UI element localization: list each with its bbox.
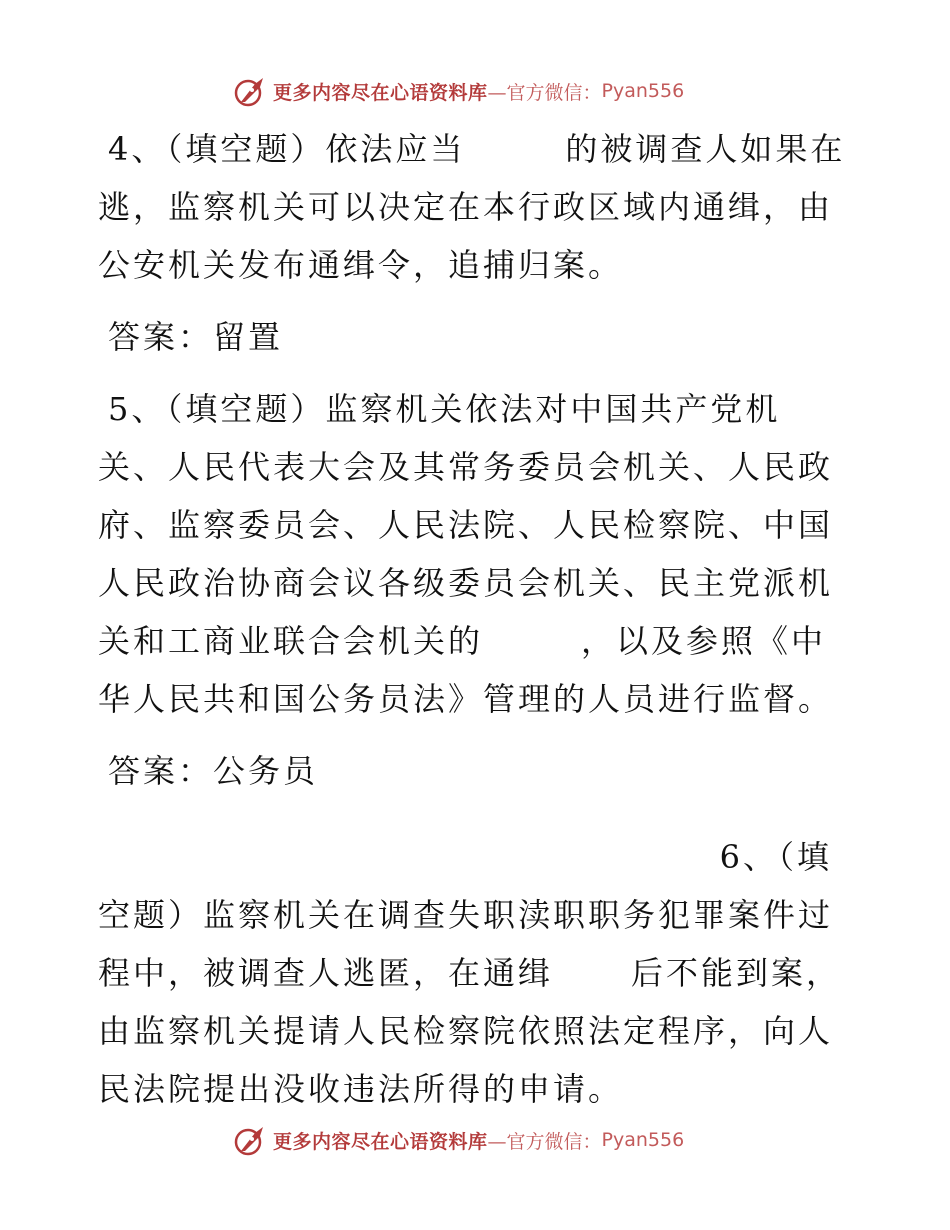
- question-type-part1: （填: [777, 838, 832, 876]
- question-text-after: 的被调查人如果在逃，监察机关可以决定在本行政区域内通缉，由公安机关发布通缉令，追捕归案。: [98, 130, 846, 284]
- header-watermark-banner: [233, 74, 684, 108]
- question-4: [98, 120, 850, 294]
- question-type-part2: 空题）: [98, 896, 204, 934]
- answer-4: [98, 308, 850, 366]
- question-type: （填空题）: [166, 390, 326, 428]
- question-5: [98, 380, 850, 728]
- answer-label: 答案：: [108, 318, 214, 356]
- banner-sub-text: —官方微信：: [487, 1130, 602, 1153]
- question-text-before: 监察机关依法对中国共产党机关、人民代表大会及其常务委员会机关、人民政府、监察委员会、人民法院、人民检察院、中国人民政治协商会议各级委员会机关、民主党派机关和工商业联合会机关的: [98, 390, 834, 660]
- document-body: [98, 120, 850, 1118]
- question-text-before: 监察机关在调查失职渎职职务犯罪案件过程中，被调查人逃匿，在通缉: [98, 896, 834, 992]
- question-number: 5、: [108, 390, 167, 428]
- footer-watermark-banner: [233, 1123, 684, 1157]
- question-text-after: ，以及参照《中华人民共和国公务员法》管理的人员进行监督。: [98, 622, 834, 718]
- question-6: [98, 828, 850, 1118]
- answer-text: 留置: [213, 318, 284, 356]
- banner-wechat-id: Pyan556: [601, 80, 685, 102]
- pen-nib-icon: [233, 1123, 267, 1157]
- pen-nib-icon: [233, 74, 267, 108]
- banner-main-text: 更多内容尽在心语资料库: [273, 81, 488, 104]
- banner-sub-text: —官方微信：: [487, 81, 602, 104]
- answer-5: [98, 742, 850, 800]
- question-number: 6、: [719, 838, 778, 876]
- question-type: （填空题）: [166, 130, 326, 168]
- question-text-before: 依法应当: [325, 130, 466, 168]
- banner-wechat-id: Pyan556: [601, 1129, 685, 1151]
- answer-text: 公务员: [213, 752, 319, 790]
- banner-main-text: 更多内容尽在心语资料库: [273, 1130, 488, 1153]
- question-number: 4、: [108, 130, 167, 168]
- question-text-after: 后不能到案，由监察机关提请人民检察院依照法定程序，向人民法院提出没收违法所得的申请。: [98, 954, 842, 1108]
- answer-label: 答案：: [108, 752, 214, 790]
